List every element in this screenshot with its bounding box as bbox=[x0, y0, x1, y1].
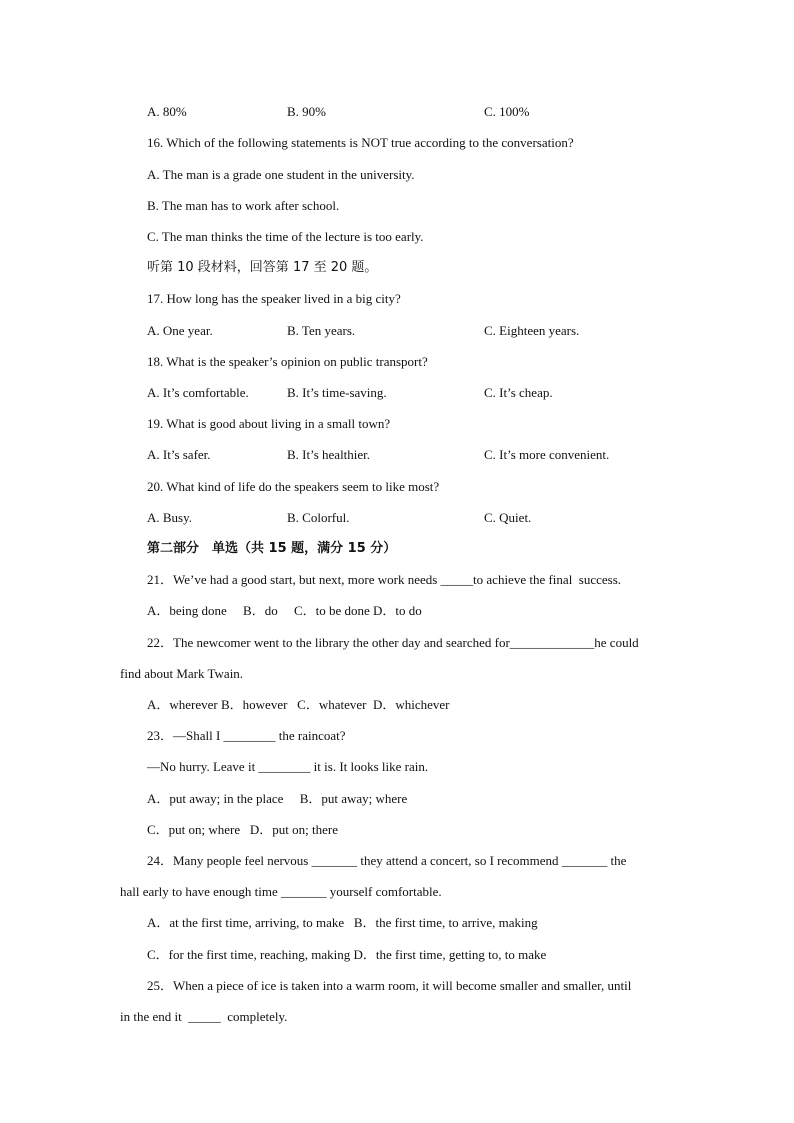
q23-options-cd: C．put on; where D．put on; there bbox=[147, 822, 338, 837]
question-23: 23．—Shall I ________ the raincoat? bbox=[147, 728, 346, 743]
question-19: 19. What is good about living in a small town? bbox=[147, 416, 391, 431]
q20-option-b: B. Colorful. bbox=[287, 510, 350, 525]
q16-option-c: C. The man thinks the time of the lecture is too early. bbox=[147, 229, 424, 244]
q19-option-c: C. It’s more convenient. bbox=[484, 447, 610, 462]
q18-option-c: C. It’s cheap. bbox=[484, 385, 553, 400]
q18-option-b: B. It’s time-saving. bbox=[287, 385, 387, 400]
question-17: 17. How long has the speaker lived in a big city? bbox=[147, 291, 401, 306]
question-16: 16. Which of the following statements is NOT true according to the conversation? bbox=[147, 135, 574, 150]
q18-option-a: A. It’s comfortable. bbox=[147, 385, 249, 400]
q19-option-a: A. It’s safer. bbox=[147, 447, 211, 462]
q16-option-a: A. The man is a grade one student in the university. bbox=[147, 167, 415, 182]
q24-options-ab: A．at the first time, arriving, to make B．the first time, to arrive, making bbox=[147, 915, 538, 930]
q17-option-a: A. One year. bbox=[147, 323, 213, 338]
question-20: 20. What kind of life do the speakers seem to like most? bbox=[147, 479, 440, 494]
q15-option-a: A. 80% bbox=[147, 104, 187, 119]
question-25-continued: in the end it _____ completely. bbox=[120, 1009, 288, 1024]
q23-options-ab: A．put away; in the place B．put away; where bbox=[147, 791, 408, 806]
q15-option-c: C. 100% bbox=[484, 104, 530, 119]
q20-option-c: C. Quiet. bbox=[484, 510, 532, 525]
q20-option-a: A. Busy. bbox=[147, 510, 193, 525]
q22-options: A．wherever B．however C．whatever D．whichever bbox=[147, 697, 450, 712]
q17-option-b: B. Ten years. bbox=[287, 323, 356, 338]
q24-options-cd: C．for the first time, reaching, making D．the first time, getting to, to make bbox=[147, 947, 547, 962]
question-22: 22．The newcomer went to the library the other day and searched for_____________he could bbox=[147, 635, 639, 650]
part-two-heading: 第二部分 单选（共 15 题，满分 15 分） bbox=[147, 541, 397, 556]
question-22-continued: find about Mark Twain. bbox=[120, 666, 244, 681]
q15-option-b: B. 90% bbox=[287, 104, 326, 119]
q19-option-b: B. It’s healthier. bbox=[287, 447, 371, 462]
q16-option-b: B. The man has to work after school. bbox=[147, 198, 340, 213]
question-25: 25．When a piece of ice is taken into a warm room, it will become smaller and smaller, until bbox=[147, 978, 632, 993]
question-21: 21．We’ve had a good start, but next, more work needs _____to achieve the final success. bbox=[147, 572, 622, 587]
question-23-reply: —No hurry. Leave it ________ it is. It looks like rain. bbox=[147, 759, 429, 774]
question-18: 18. What is the speaker’s opinion on public transport? bbox=[147, 354, 428, 369]
section-instruction: 听第 10 段材料，回答第 17 至 20 题。 bbox=[147, 260, 378, 275]
q21-options: A．being done B．do C．to be done D．to do bbox=[147, 603, 422, 618]
q17-option-c: C. Eighteen years. bbox=[484, 323, 580, 338]
question-24: 24．Many people feel nervous _______ they attend a concert, so I recommend _______ the bbox=[147, 853, 627, 868]
question-24-continued: hall early to have enough time _______ yourself comfortable. bbox=[120, 884, 442, 899]
